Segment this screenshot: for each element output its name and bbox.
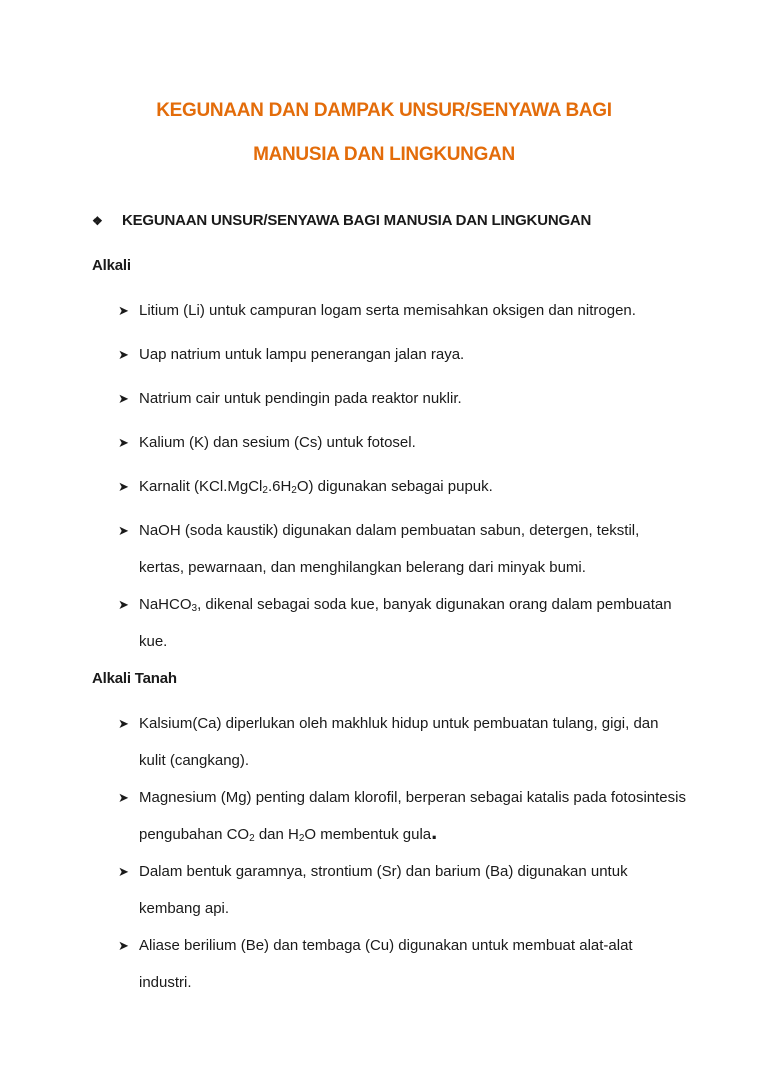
list-item-text: Magnesium (Mg) penting dalam klorofil, berperan sebagai katalis pada fotosintesis pengubahan $CO_2$ dan $H_2O$ membentuk gula. xyxy=(139,789,686,844)
arrow-bullet-icon: ➤ xyxy=(118,435,129,450)
arrow-bullet-icon: ➤ xyxy=(118,523,129,538)
section-heading-text: KEGUNAAN UNSUR/SENYAWA BAGI MANUSIA DAN LINGKUNGAN xyxy=(122,212,592,229)
list-item-text: Kalium (K) dan sesium (Cs) untuk fotosel. xyxy=(139,434,416,451)
list-item-text: NaHCO$_3$, dikenal sebagai soda kue, banyak digunakan orang dalam pembuatan kue. xyxy=(139,596,672,650)
list-item xyxy=(118,586,688,660)
list-item-text: Aliase berilium (Be) dan tembaga (Cu) digunakan untuk membuat alat-alat industri. xyxy=(139,937,633,991)
list-item xyxy=(118,779,688,853)
arrow-bullet-icon: ➤ xyxy=(118,864,129,879)
arrow-bullet-icon: ➤ xyxy=(118,716,129,731)
list-item-text: Kalsium(Ca) diperlukan oleh makhluk hidup untuk pembuatan tulang, gigi, dan kulit (cangkang). xyxy=(139,715,659,769)
list-item-text: Litium (Li) untuk campuran logam serta memisahkan oksigen dan nitrogen. xyxy=(139,302,636,319)
heading-alkali: Alkali xyxy=(92,257,131,274)
arrow-bullet-icon: ➤ xyxy=(118,391,129,406)
document-title-line-2: MANUSIA DAN LINGKUNGAN xyxy=(253,144,515,165)
list-item-text: Natrium cair untuk pendingin pada reaktor nuklir. xyxy=(139,390,462,407)
list-item xyxy=(118,424,688,461)
list-item xyxy=(118,927,688,1001)
list-item-text: Karnalit $(KCl.MgCl_2.6H_2O)$ digunakan sebagai pupuk. xyxy=(139,478,493,496)
list-item-text: NaOH (soda kaustik) digunakan dalam pembuatan sabun, detergen, tekstil, kertas, pewarnaan, dan menghilangkan belerang dari minyak bumi. xyxy=(139,522,640,576)
arrow-bullet-icon: ➤ xyxy=(118,938,129,953)
diamond-bullet-icon: ❖ xyxy=(92,213,103,228)
list-item xyxy=(118,336,688,373)
list-item xyxy=(118,512,688,586)
list-item xyxy=(118,380,688,417)
list-item xyxy=(118,705,688,779)
list-item xyxy=(118,853,688,927)
arrow-bullet-icon: ➤ xyxy=(118,347,129,362)
arrow-bullet-icon: ➤ xyxy=(118,790,129,805)
heading-alkali-tanah: Alkali Tanah xyxy=(92,670,177,687)
section-heading xyxy=(92,212,591,229)
document-title-line-1: KEGUNAAN DAN DAMPAK UNSUR/SENYAWA BAGI xyxy=(156,100,612,121)
list-item-text: Dalam bentuk garamnya, strontium (Sr) dan barium (Ba) digunakan untuk kembang api. xyxy=(139,863,628,917)
arrow-bullet-icon: ➤ xyxy=(118,479,129,494)
arrow-bullet-icon: ➤ xyxy=(118,597,129,612)
list-item-text: Uap natrium untuk lampu penerangan jalan raya. xyxy=(139,346,465,363)
list-item xyxy=(118,468,688,505)
list-item xyxy=(118,292,688,329)
arrow-bullet-icon: ➤ xyxy=(118,303,129,318)
